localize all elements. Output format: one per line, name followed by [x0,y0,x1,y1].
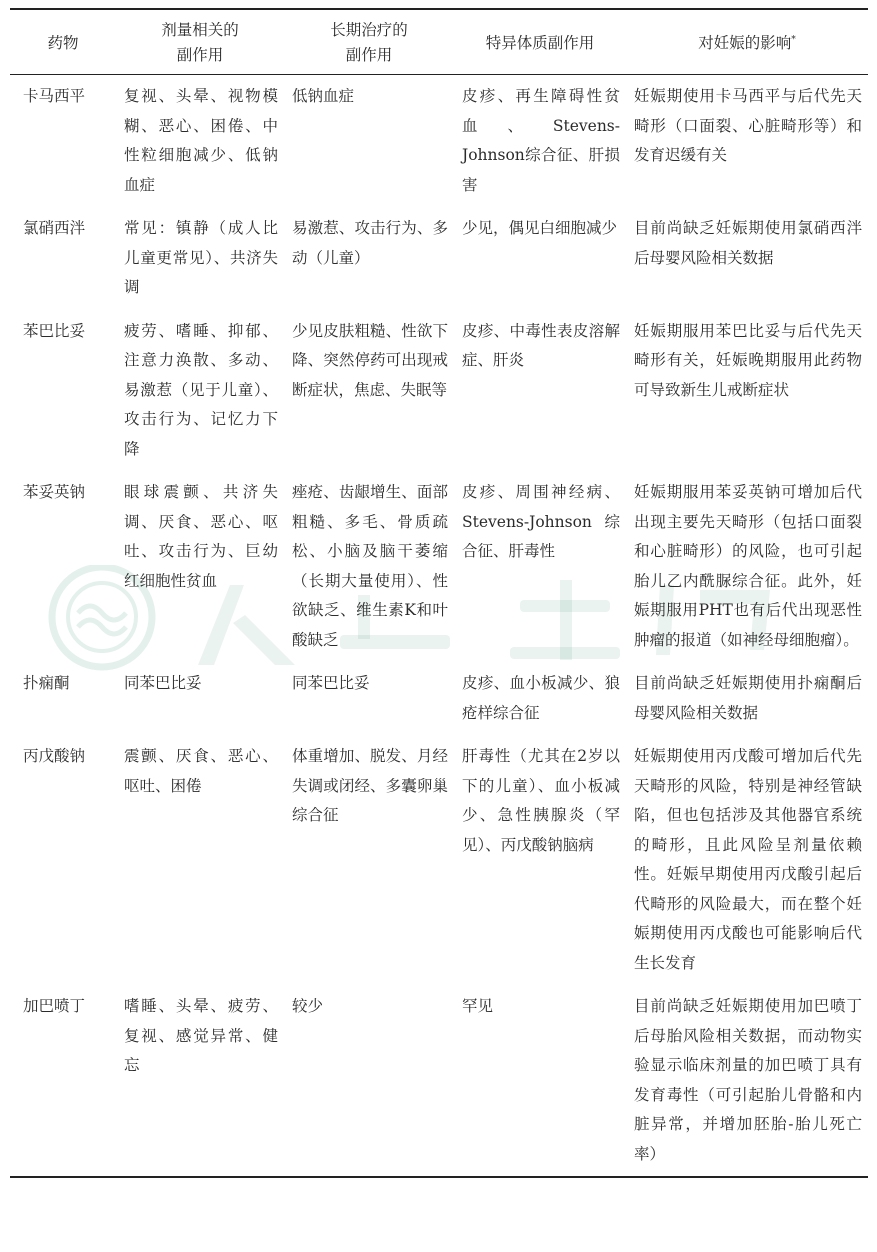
dose-related-cell: 眼球震颤、共济失调、厌食、恶心、呕吐、攻击行为、巨幼红细胞性贫血 [124,483,278,590]
idiosyncratic-cell: 皮疹、再生障碍性贫血、Stevens-Johnson综合征、肝损害 [462,87,620,194]
dose-related-cell: 同苯巴比妥 [124,674,202,692]
idiosyncratic-cell: 肝毒性（尤其在2岁以下的儿童）、血小板减少、急性胰腺炎（罕见）、丙戊酸钠脑病 [462,747,620,854]
long-term-cell: 较少 [292,997,324,1015]
drug-cell: 扑痫酮 [23,674,70,692]
header-long-term [284,9,454,75]
header-idiosyncratic: 特异体质副作用 [485,33,595,52]
long-term-cell: 少见皮肤粗糙、性欲下降、突然停药可出现戒断症状，焦虑、失眠等 [292,321,448,399]
pregnancy-cell: 妊娠期服用苯妥英钠可增加后代出现主要先天畸形（包括口面裂和心脏畸形）的风险，也可引起胎儿乙内酰脲综合征。此外，妊娠期服用PHT也有后代出现恶性肿瘤的报道（如神经母细胞瘤）。 [634,483,862,649]
table-row [10,207,868,310]
long-term-cell: 同苯巴比妥 [292,674,370,692]
pregnancy-cell: 目前尚缺乏妊娠期使用加巴喷丁后母胎风险相关数据，而动物实验显示临床剂量的加巴喷丁具有发育毒性（可引起胎儿骨骼和内脏异常，并增加胚胎-胎儿死亡率） [634,997,862,1163]
drug-cell: 苯妥英钠 [23,483,86,501]
long-term-cell: 痤疮、齿龈增生、面部粗糙、多毛、骨质疏松、小脑及脑干萎缩（长期大量使用）、性欲缺乏、维生素K和叶酸缺乏 [292,483,448,649]
header-pregnancy-label: 对妊娠的影响 [698,33,792,52]
drug-cell: 丙戊酸钠 [23,747,86,765]
table-row [10,662,868,735]
pregnancy-cell: 目前尚缺乏妊娠期使用氯硝西泮后母婴风险相关数据 [634,219,862,267]
idiosyncratic-cell: 皮疹、周围神经病、Stevens-Johnson综合征、肝毒性 [462,483,620,560]
idiosyncratic-cell: 少见，偶见白细胞减少 [462,219,618,237]
header-dose-related-label: 剂量相关的 副作用 [161,21,239,64]
header-long-term-label: 长期治疗的 副作用 [330,21,408,64]
pregnancy-cell: 妊娠期使用丙戊酸可增加后代先天畸形的风险，特别是神经管缺陷，但也包括涉及其他器官系统的畸形，且此风险呈剂量依赖性。妊娠早期使用丙戊酸引起后代畸形的风险最大，而在整个妊娠期使用丙戊酸也可能影响后代生长发育 [634,747,862,972]
long-term-cell: 易激惹、攻击行为、多动（儿童） [292,219,448,267]
long-term-cell: 体重增加、脱发、月经失调或闭经、多囊卵巢综合征 [292,747,448,824]
dose-related-cell: 复视、头晕、视物模糊、恶心、困倦、中性粒细胞减少、低钠血症 [124,87,278,194]
table-row [10,310,868,472]
pregnancy-cell: 妊娠期服用苯巴比妥与后代先天畸形有关，妊娠晚期服用此药物可导致新生儿戒断症状 [634,321,862,399]
table-row [10,735,868,985]
idiosyncratic-cell: 皮疹、中毒性表皮溶解症、肝炎 [462,321,620,369]
dose-related-cell: 震颤、厌食、恶心、呕吐、困倦 [124,747,278,795]
pregnancy-cell: 妊娠期使用卡马西平与后代先天畸形（口面裂、心脏畸形等）和发育迟缓有关 [634,87,862,164]
table-row [10,471,868,662]
long-term-cell: 低钠血症 [292,87,355,105]
idiosyncratic-cell: 皮疹、血小板减少、狼疮样综合征 [462,674,620,722]
header-drug: 药物 [47,33,79,52]
table-header-row [10,9,868,75]
dose-related-cell: 嗜睡、头晕、疲劳、复视、感觉异常、健忘 [124,997,278,1074]
drug-cell: 氯硝西泮 [23,219,86,237]
table-row [10,75,868,208]
drug-cell: 苯巴比妥 [23,321,86,340]
idiosyncratic-cell: 罕见 [462,997,494,1015]
header-dose-related [116,9,284,75]
drug-cell: 加巴喷丁 [23,997,86,1015]
footnote-marker: * [791,34,796,45]
dose-related-cell: 常见：镇静（成人比儿童更常见）、共济失调 [124,219,278,296]
pregnancy-cell: 目前尚缺乏妊娠期使用扑痫酮后母婴风险相关数据 [634,674,862,722]
table-row [10,985,868,1177]
dose-related-cell: 疲劳、嗜睡、抑郁、注意力涣散、多动、易激惹（见于儿童）、攻击行为、记忆力下降 [124,321,278,458]
header-pregnancy [626,9,868,75]
drug-cell: 卡马西平 [23,87,86,105]
antiepileptic-side-effects-table [10,8,868,1178]
